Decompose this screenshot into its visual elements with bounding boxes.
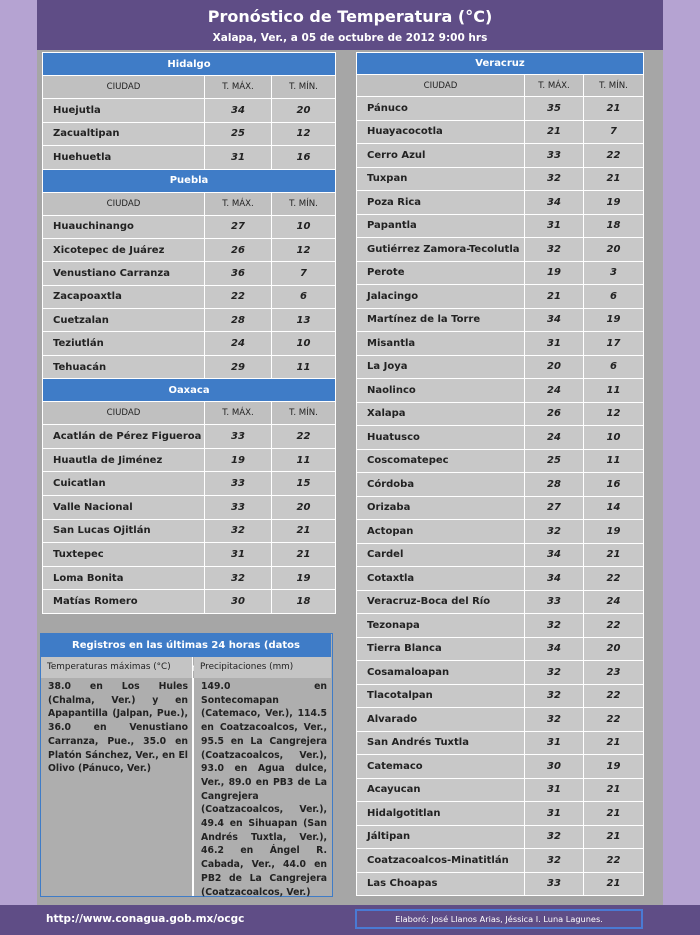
max-temp: 32 [525,708,584,732]
city-name: Valle Nacional [43,496,205,520]
min-temp: 10 [272,332,336,355]
max-temp: 28 [205,309,272,332]
min-temp: 13 [272,309,336,332]
max-temp: 24 [525,379,584,403]
table-row [357,543,644,567]
table-row [43,309,336,332]
city-name: Misantla [357,332,525,356]
max-temp: 32 [525,520,584,544]
max-temp: 31 [525,731,584,755]
table-row [357,872,644,896]
max-temp: 30 [525,755,584,779]
table-row [357,802,644,826]
city-name: La Joya [357,355,525,379]
max-temp: 34 [205,99,272,123]
max-column-header: T. MÁX. [205,192,272,215]
city-name: Huehuetla [43,146,205,170]
max-temp: 25 [205,122,272,146]
city-name: Tezonapa [357,614,525,638]
min-temp: 23 [584,661,644,685]
min-temp: 19 [584,308,644,332]
state-name: Veracruz [357,53,644,75]
max-temp: 31 [525,802,584,826]
min-column-header: T. MÍN. [272,76,336,99]
city-name: Martínez de la Torre [357,308,525,332]
page-title: Pronóstico de Temperatura (°C) [207,7,493,26]
min-column-header: T. MÍN. [272,192,336,215]
state-header-row [43,53,336,76]
min-temp: 11 [272,448,336,472]
table-row [43,472,336,496]
max-temp: 30 [205,590,272,614]
table-row [357,167,644,191]
max-temp: 32 [525,825,584,849]
min-temp: 12 [584,402,644,426]
table-row [357,755,644,779]
max-temp: 34 [525,191,584,215]
min-temp: 21 [584,167,644,191]
table-row [357,520,644,544]
max-temp: 22 [205,285,272,308]
city-name: Naolinco [357,379,525,403]
left-forecast-table [42,52,336,614]
min-column-header: T. MÍN. [584,75,644,97]
min-temp: 20 [584,238,644,262]
right-edge-band [663,0,700,935]
max-temp: 33 [205,425,272,449]
city-name: Tehuacán [43,355,205,378]
records-max-header: Temperaturas máximas (°C) [41,657,193,678]
table-row [43,543,336,567]
table-row [357,731,644,755]
city-name: Huautla de Jiménez [43,448,205,472]
min-column-header: T. MÍN. [272,402,336,425]
column-header-row [357,75,644,97]
city-name: Huauchinango [43,215,205,238]
max-temp: 24 [525,426,584,450]
max-temp: 31 [525,778,584,802]
min-temp: 10 [272,215,336,238]
table-row [357,614,644,638]
min-temp: 20 [272,99,336,123]
max-temp: 25 [525,449,584,473]
table-row [43,99,336,123]
max-temp: 34 [525,308,584,332]
min-temp: 16 [272,146,336,170]
max-temp: 29 [205,355,272,378]
max-column-header: T. MÁX. [205,76,272,99]
min-temp: 22 [584,567,644,591]
table-row [43,122,336,146]
max-temp: 33 [205,472,272,496]
max-temp: 20 [525,355,584,379]
max-temp: 32 [205,519,272,543]
city-name: Cotaxtla [357,567,525,591]
max-temp: 27 [525,496,584,520]
min-temp: 20 [584,637,644,661]
table-row [357,590,644,614]
max-temp: 26 [525,402,584,426]
max-temp: 32 [525,238,584,262]
records-precip-text: 149.0 en Sontecomapan (Catemaco, Ver.), 114.5 en Coatzacoalcos, Ver., 95.5 en La Cangrejera (Coatzacoalcos, Ver.), 93.0 en Agua dulce, Ver., 89.0 en PB3 de La Cangrejera (Coatzacoalcos, Ver.), 49.4 en Sihuapan (San Andrés Tuxtla, Ver.), 46.2 en Ángel R. Cabada, Ver., 44.0 en PB2 de La Cangrejera (Coatzacoalcos, Ver.) [201,681,327,898]
max-temp: 33 [525,590,584,614]
state-header-row [43,169,336,192]
table-row [43,448,336,472]
max-temp: 21 [525,285,584,309]
state-name: Hidalgo [43,53,336,76]
table-row [357,708,644,732]
table-row [357,214,644,238]
city-name: Huejutla [43,99,205,123]
state-name: Puebla [43,169,336,192]
city-name: Cuetzalan [43,309,205,332]
max-temp: 32 [525,614,584,638]
table-row [357,120,644,144]
min-temp: 21 [584,802,644,826]
page-subtitle: Xalapa, Ver., a 05 de octubre de 2012 9:00 hrs [212,32,488,44]
table-row [357,426,644,450]
min-temp: 6 [584,285,644,309]
min-temp: 21 [584,825,644,849]
min-temp: 21 [272,519,336,543]
city-name: San Andrés Tuxtla [357,731,525,755]
min-temp: 22 [584,684,644,708]
min-temp: 18 [272,590,336,614]
min-temp: 7 [584,120,644,144]
min-temp: 21 [272,543,336,567]
max-temp: 32 [525,167,584,191]
max-temp: 19 [525,261,584,285]
city-name: Huayacocotla [357,120,525,144]
table-row [357,261,644,285]
max-temp: 34 [525,637,584,661]
state-header-row [43,379,336,402]
max-temp: 32 [205,566,272,590]
min-temp: 19 [272,566,336,590]
table-row [43,238,336,261]
city-name: Orizaba [357,496,525,520]
table-row [43,262,336,285]
max-temp: 31 [205,146,272,170]
max-temp: 34 [525,543,584,567]
min-temp: 12 [272,122,336,146]
table-row [43,332,336,355]
table-row [357,449,644,473]
max-temp: 36 [205,262,272,285]
max-temp: 28 [525,473,584,497]
table-row [43,519,336,543]
conagua-link[interactable]: http://www.conagua.gob.mx/ocgc [46,913,245,925]
table-row [357,355,644,379]
city-name: Huatusco [357,426,525,450]
min-temp: 21 [584,731,644,755]
city-column-header: CIUDAD [357,75,525,97]
records-precip-header: Precipitaciones (mm) [194,657,331,678]
max-temp: 26 [205,238,272,261]
max-column-header: T. MÁX. [525,75,584,97]
city-name: Actopan [357,520,525,544]
table-row [357,285,644,309]
city-column-header: CIUDAD [43,192,205,215]
city-name: Hidalgotitlan [357,802,525,826]
page-header [37,0,663,50]
city-name: Coscomatepec [357,449,525,473]
table-row [43,590,336,614]
city-name: Xicotepec de Juárez [43,238,205,261]
city-name: Papantla [357,214,525,238]
max-temp: 35 [525,97,584,121]
city-name: Catemaco [357,755,525,779]
city-name: Acatlán de Pérez Figueroa [43,425,205,449]
max-temp: 27 [205,215,272,238]
table-row [357,684,644,708]
table-row [357,97,644,121]
max-temp: 32 [525,661,584,685]
observed-records-panel [40,633,333,897]
min-temp: 22 [584,144,644,168]
city-column-header: CIUDAD [43,76,205,99]
city-name: Poza Rica [357,191,525,215]
min-temp: 11 [272,355,336,378]
city-name: Teziutlán [43,332,205,355]
city-name: Cuicatlan [43,472,205,496]
left-edge-band [0,0,37,935]
column-header-row [43,192,336,215]
table-row [357,661,644,685]
min-temp: 21 [584,543,644,567]
min-temp: 20 [272,496,336,520]
city-name: Tierra Blanca [357,637,525,661]
state-header-row [357,53,644,75]
table-row [357,496,644,520]
max-temp: 33 [525,144,584,168]
city-name: Xalapa [357,402,525,426]
table-row [43,146,336,170]
table-row [357,144,644,168]
table-row [43,496,336,520]
table-row [357,379,644,403]
min-temp: 15 [272,472,336,496]
table-row [43,355,336,378]
city-name: Córdoba [357,473,525,497]
table-row [357,402,644,426]
min-temp: 17 [584,332,644,356]
min-temp: 14 [584,496,644,520]
max-temp: 32 [525,684,584,708]
city-name: San Lucas Ojitlán [43,519,205,543]
max-temp: 31 [525,214,584,238]
city-name: Cosamaloapan [357,661,525,685]
max-temp: 31 [205,543,272,567]
max-temp: 24 [205,332,272,355]
city-name: Tuxpan [357,167,525,191]
max-temp: 34 [525,567,584,591]
records-max-text: 38.0 en Los Hules (Chalma, Ver.) y en Apapantilla (Jalpan, Pue.), 36.0 en Venustiano Carranza, Pue., 35.0 en Platón Sánchez, Ver., en El Olivo (Pánuco, Ver.) [48,681,188,775]
records-title: Registros en las últimas 24 horas (datos [41,634,331,657]
table-row [43,285,336,308]
table-row [357,567,644,591]
city-name: Zacapoaxtla [43,285,205,308]
city-name: Tuxtepec [43,543,205,567]
min-temp: 3 [584,261,644,285]
city-column-header: CIUDAD [43,402,205,425]
min-temp: 22 [584,614,644,638]
max-temp: 21 [525,120,584,144]
records-divider [192,678,194,896]
table-row [43,215,336,238]
min-temp: 21 [584,872,644,896]
city-name: Cerro Azul [357,144,525,168]
min-temp: 16 [584,473,644,497]
city-name: Las Choapas [357,872,525,896]
min-temp: 18 [584,214,644,238]
min-temp: 21 [584,97,644,121]
credits-box: Elaboró: José Llanos Arias, Jéssica I. Luna Lagunes. [355,909,643,929]
max-column-header: T. MÁX. [205,402,272,425]
state-name: Oaxaca [43,379,336,402]
city-name: Loma Bonita [43,566,205,590]
table-row [357,825,644,849]
min-temp: 19 [584,191,644,215]
max-temp: 31 [525,332,584,356]
min-temp: 11 [584,379,644,403]
city-name: Veracruz-Boca del Río [357,590,525,614]
min-temp: 7 [272,262,336,285]
table-row [357,849,644,873]
min-temp: 22 [272,425,336,449]
city-name: Venustiano Carranza [43,262,205,285]
city-name: Acayucan [357,778,525,802]
city-name: Jáltipan [357,825,525,849]
table-row [357,238,644,262]
table-row [43,425,336,449]
min-temp: 10 [584,426,644,450]
table-row [43,566,336,590]
page-footer [0,905,700,935]
column-header-row [43,402,336,425]
min-temp: 6 [272,285,336,308]
city-name: Tlacotalpan [357,684,525,708]
city-name: Perote [357,261,525,285]
table-row [357,308,644,332]
city-name: Pánuco [357,97,525,121]
max-temp: 33 [525,872,584,896]
city-name: Matías Romero [43,590,205,614]
city-name: Zacualtipan [43,122,205,146]
table-row [357,778,644,802]
max-temp: 33 [205,496,272,520]
max-temp: 19 [205,448,272,472]
city-name: Gutiérrez Zamora-Tecolutla [357,238,525,262]
city-name: Coatzacoalcos-Minatitlán [357,849,525,873]
min-temp: 12 [272,238,336,261]
city-name: Cardel [357,543,525,567]
min-temp: 22 [584,708,644,732]
table-row [357,332,644,356]
veracruz-forecast-table [356,52,644,896]
table-row [357,637,644,661]
table-row [357,191,644,215]
column-header-row [43,76,336,99]
min-temp: 19 [584,755,644,779]
min-temp: 21 [584,778,644,802]
min-temp: 19 [584,520,644,544]
table-row [357,473,644,497]
min-temp: 24 [584,590,644,614]
max-temp: 32 [525,849,584,873]
city-name: Alvarado [357,708,525,732]
min-temp: 6 [584,355,644,379]
min-temp: 22 [584,849,644,873]
min-temp: 11 [584,449,644,473]
city-name: Jalacingo [357,285,525,309]
